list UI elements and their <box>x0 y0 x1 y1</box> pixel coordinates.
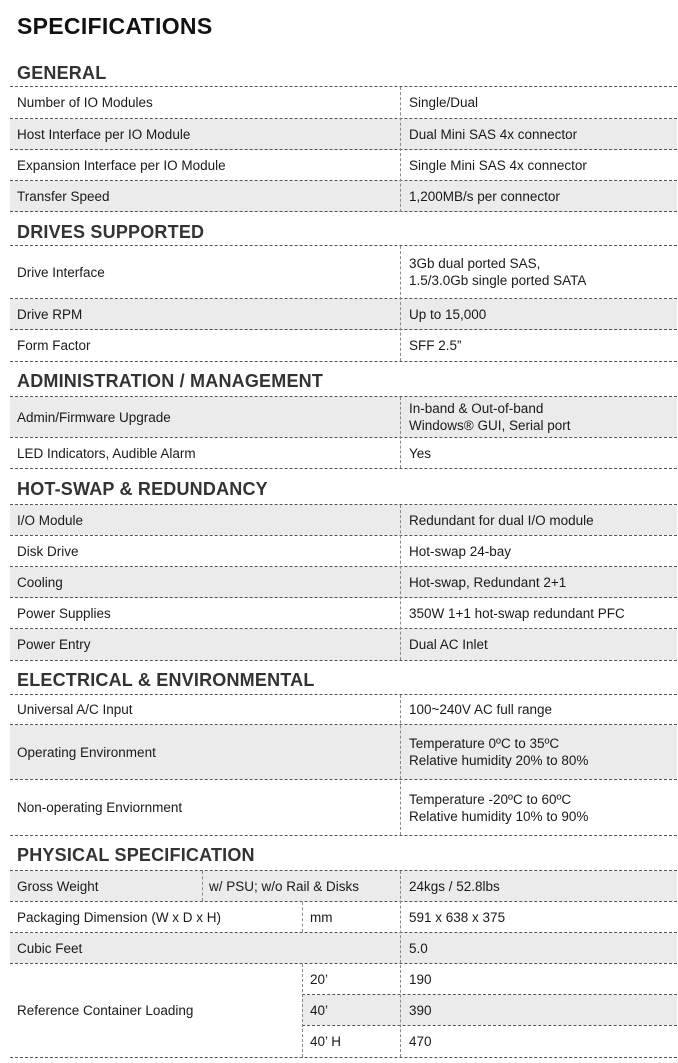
section-title-drives: DRIVES SUPPORTED <box>17 222 205 242</box>
container-value-40: 390 <box>409 1002 432 1018</box>
container-size-40h: 40’ H <box>310 1034 342 1049</box>
spec-value-drive-interface: 3Gb dual ported SAS, 1.5/3.0Gb single ported SATA <box>409 256 587 288</box>
spec-label-io-module: I/O Module <box>17 512 84 528</box>
spec-label-power-entry: Power Entry <box>17 637 91 652</box>
container-size-20: 20’ <box>310 971 329 987</box>
divider <box>10 660 677 661</box>
divider <box>10 468 677 469</box>
spec-label-container-loading: Reference Container Loading <box>17 1003 194 1018</box>
spec-label-transfer-speed: Transfer Speed <box>17 189 110 204</box>
spec-label-drive-rpm: Drive RPM <box>17 306 83 322</box>
spec-label-ac-input: Universal A/C Input <box>17 702 133 717</box>
page-title: SPECIFICATIONS <box>17 13 213 39</box>
spec-value-power-supplies: 350W 1+1 hot-swap redundant PFC <box>409 605 625 621</box>
spec-value-cubic-feet: 5.0 <box>409 940 428 956</box>
spec-value-ac-input: 100~240V AC full range <box>409 702 552 717</box>
container-value-40h: 470 <box>409 1034 432 1049</box>
section-title-general: GENERAL <box>17 63 107 83</box>
spec-label-cubic-feet: Cubic Feet <box>17 940 83 956</box>
spec-value-transfer-speed: 1,200MB/s per connector <box>409 189 560 204</box>
spec-label-firmware-upgrade: Admin/Firmware Upgrade <box>17 409 171 425</box>
divider <box>10 361 677 362</box>
spec-unit-packaging-dimension: mm <box>310 909 333 925</box>
spec-value-packaging-dimension: 591 x 638 x 375 <box>409 909 506 925</box>
divider <box>10 1057 677 1058</box>
column-divider <box>400 246 401 361</box>
spec-value-cooling: Hot-swap, Redundant 2+1 <box>409 574 567 590</box>
spec-value-expansion-interface: Single Mini SAS 4x connector <box>409 158 587 173</box>
spec-label-host-interface: Host Interface per IO Module <box>17 127 191 142</box>
spec-value-drive-rpm: Up to 15,000 <box>409 306 487 322</box>
spec-value-disk-drive: Hot-swap 24-bay <box>409 543 512 559</box>
spec-value-operating-environment: Temperature 0ºC to 35ºC Relative humidity 20% to 80% <box>409 736 589 768</box>
spec-value-led-indicators: Yes <box>409 445 432 461</box>
column-divider <box>400 87 401 212</box>
spec-label-expansion-interface: Expansion Interface per IO Module <box>17 158 226 173</box>
spec-label-packaging-dimension: Packaging Dimension (W x D x H) <box>17 909 222 925</box>
spec-label-form-factor: Form Factor <box>17 338 91 353</box>
column-divider <box>400 871 401 1057</box>
spec-label-operating-environment: Operating Environment <box>17 744 156 760</box>
spec-value-firmware-upgrade: In-band & Out-of-band Windows® GUI, Serial port <box>409 401 571 433</box>
spec-label-led-indicators: LED Indicators, Audible Alarm <box>17 445 196 461</box>
section-title-electrical: ELECTRICAL & ENVIRONMENTAL <box>17 670 315 690</box>
section-title-admin: ADMINISTRATION / MANAGEMENT <box>17 371 324 391</box>
container-value-20: 190 <box>409 971 432 987</box>
spec-value-io-module: Redundant for dual I/O module <box>409 512 594 528</box>
column-divider <box>400 695 401 835</box>
spec-value-gross-weight: 24kgs / 52.8lbs <box>409 878 500 894</box>
column-divider <box>302 902 303 932</box>
column-divider <box>302 964 303 1057</box>
spec-label-gross-weight: Gross Weight <box>17 878 99 894</box>
column-divider <box>400 505 401 660</box>
spec-value-io-modules: Single/Dual <box>409 95 479 110</box>
spec-condition-gross-weight: w/ PSU; w/o Rail & Disks <box>209 878 360 894</box>
section-title-hotswap: HOT-SWAP & REDUNDANCY <box>17 479 268 499</box>
spec-label-cooling: Cooling <box>17 574 63 590</box>
column-divider <box>202 871 203 901</box>
divider <box>10 835 677 836</box>
spec-value-host-interface: Dual Mini SAS 4x connector <box>409 127 578 142</box>
spec-value-form-factor: SFF 2.5” <box>409 338 462 353</box>
spec-label-power-supplies: Power Supplies <box>17 605 111 621</box>
spec-value-power-entry: Dual AC Inlet <box>409 637 488 652</box>
spec-label-nonoperating-environment: Non-operating Enviornment <box>17 800 183 815</box>
spec-label-io-modules: Number of IO Modules <box>17 95 153 110</box>
column-divider <box>400 397 401 468</box>
section-title-physical: PHYSICAL SPECIFICATION <box>17 845 255 865</box>
container-size-40: 40’ <box>310 1002 329 1018</box>
spec-value-nonoperating-environment: Temperature -20ºC to 60ºC Relative humidity 10% to 90% <box>409 791 589 824</box>
spec-label-disk-drive: Disk Drive <box>17 543 79 559</box>
spec-label-drive-interface: Drive Interface <box>17 264 105 280</box>
